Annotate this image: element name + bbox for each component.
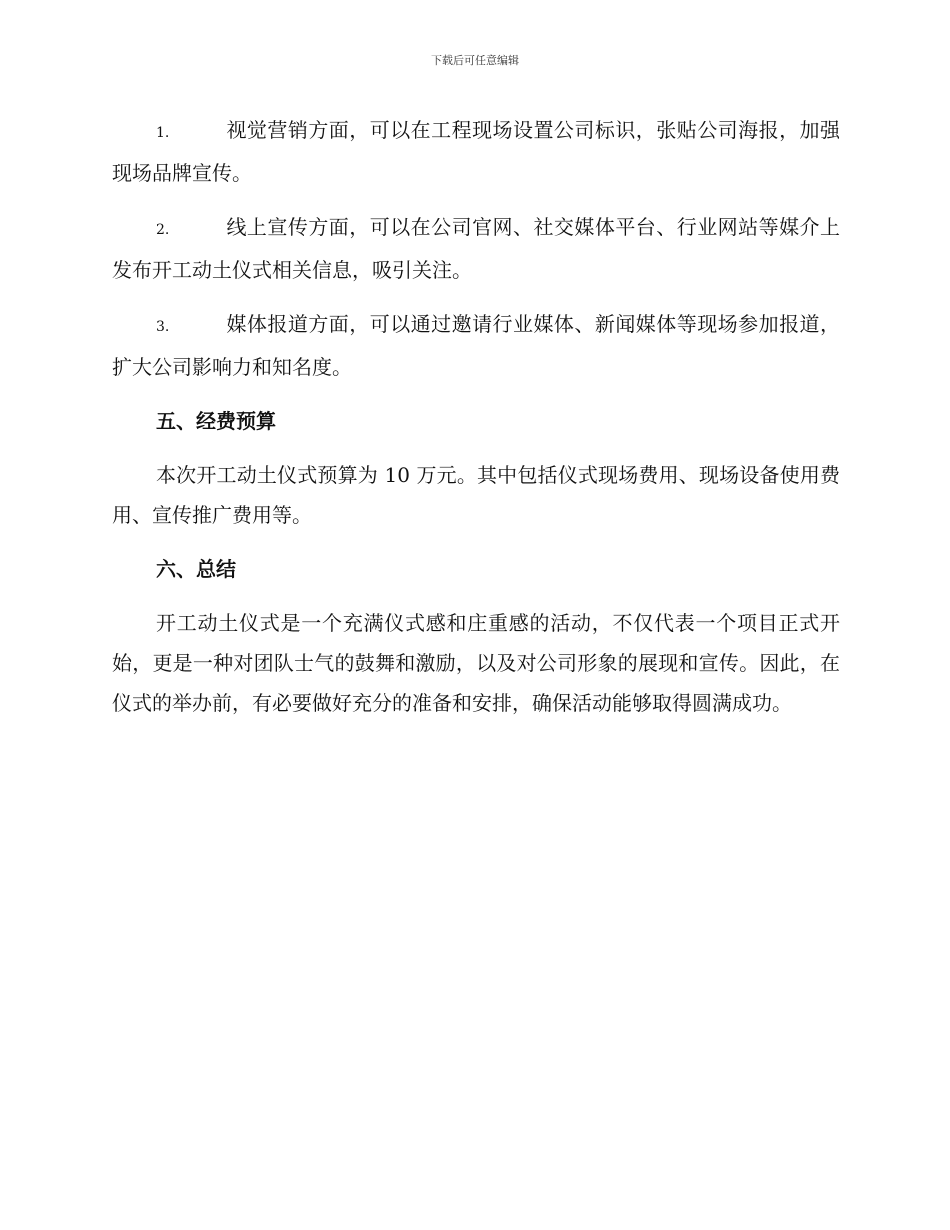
section-heading-summary: 六、总结 [156,557,236,581]
list-item-number: 1. [156,125,170,141]
section-heading-budget: 五、经费预算 [156,409,276,433]
page-header: 下载后可任意编辑 [431,54,519,67]
budget-paragraph: 本次开工动土仪式预算为 10 万元。其中包括仪式现场费用、现场设备使用费用、宣传推广费用等。 [112,463,840,527]
list-item-text: 媒体报道方面，可以通过邀请行业媒体、新闻媒体等现场参加报道，扩大公司影响力和知名度。 [112,312,840,379]
list-item [112,304,840,387]
list-item-text: 视觉营销方面，可以在工程现场设置公司标识，张贴公司海报，加强现场品牌宣传。 [112,118,840,185]
list-item-number: 3. [156,319,170,335]
summary-paragraph: 开工动土仪式是一个充满仪式感和庄重感的活动，不仅代表一个项目正式开始，更是一种对团队士气的鼓舞和激励，以及对公司形象的展现和宣传。因此，在仪式的举办前，有必要做好充分的准备和安排，确保活动能够取得圆满成功。 [112,611,840,715]
list-item [112,110,840,193]
list-item-text: 线上宣传方面，可以在公司官网、社交媒体平台、行业网站等媒介上发布开工动土仪式相关信息，吸引关注。 [112,215,840,282]
list-item [112,207,840,290]
document-body [112,110,840,737]
list-item-number: 2. [156,222,170,238]
